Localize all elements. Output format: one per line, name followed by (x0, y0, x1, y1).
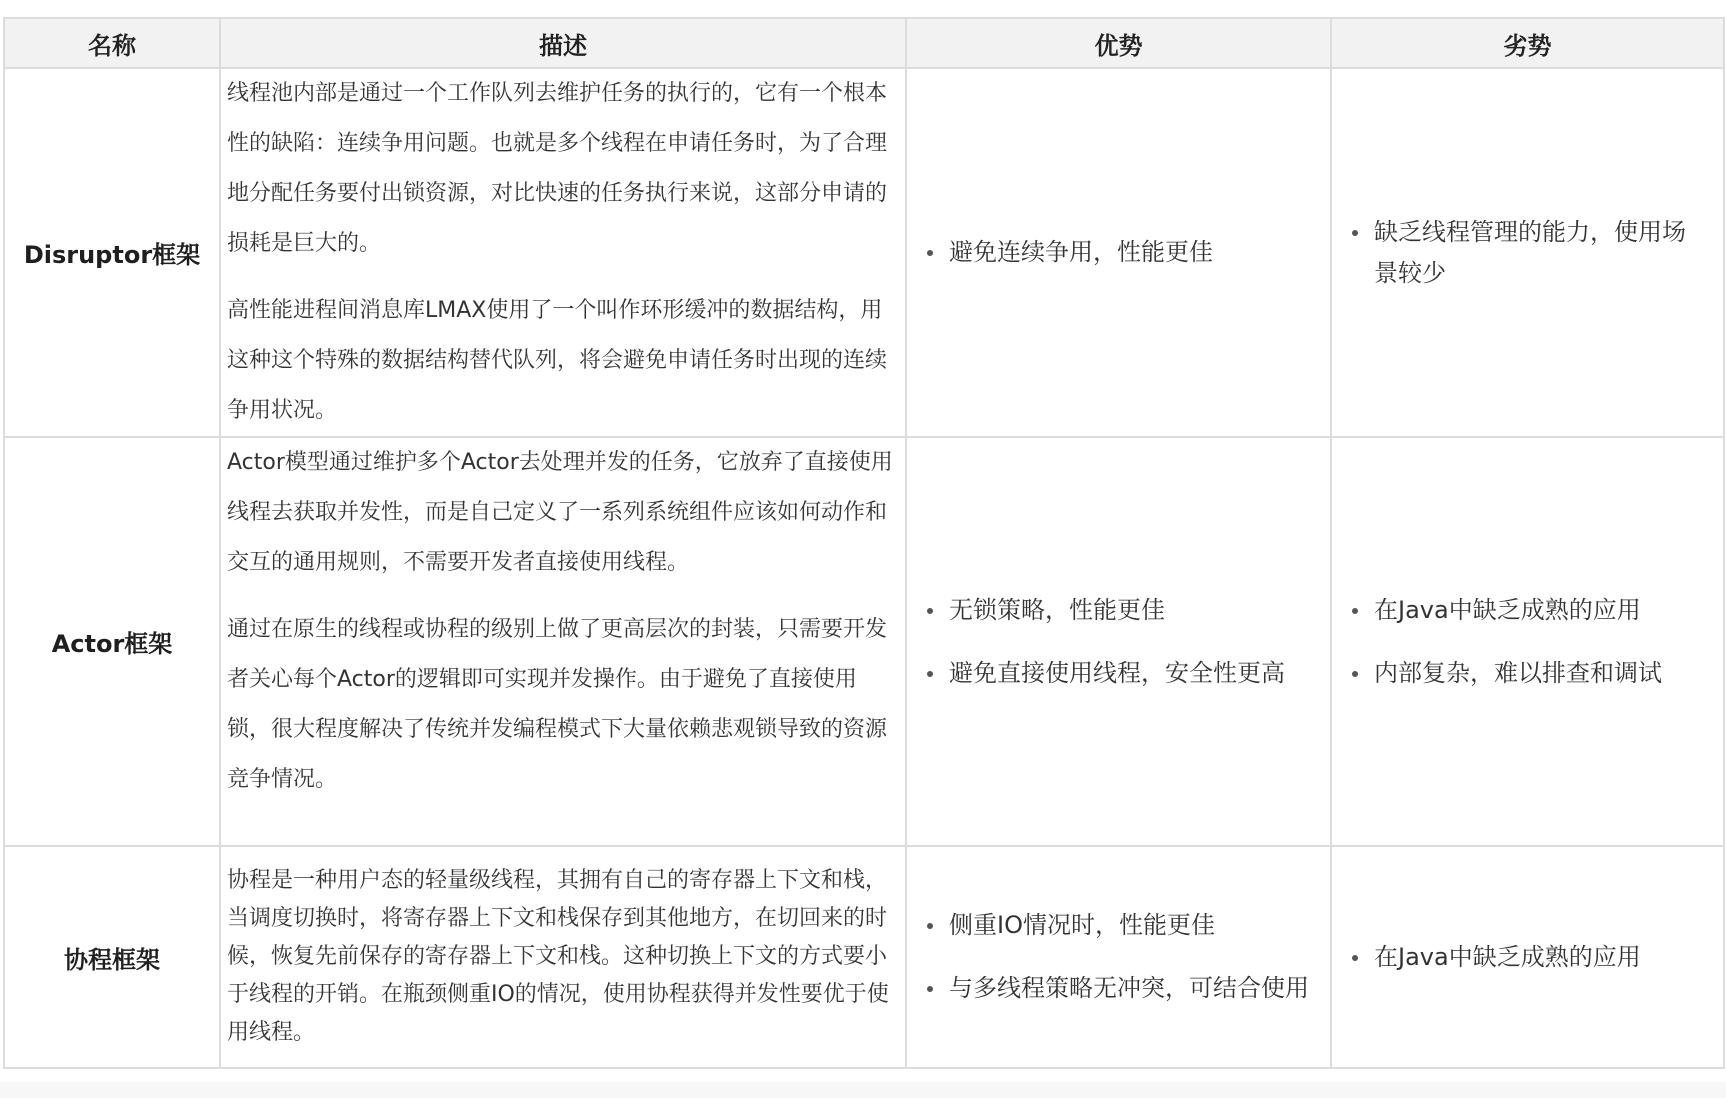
list-item: 侧重IO情况时，性能更佳 (925, 905, 1312, 946)
table-row (4, 68, 1724, 437)
cell-name: Disruptor框架 (4, 68, 220, 437)
header-disadvantages: 劣势 (1331, 18, 1724, 68)
list-item: 与多线程策略无冲突，可结合使用 (925, 968, 1312, 1009)
disadvantages-list (1350, 937, 1705, 978)
cell-advantages (906, 437, 1331, 846)
table-body (4, 68, 1724, 1068)
framework-comparison-table (3, 17, 1725, 1069)
table-row (4, 846, 1724, 1068)
description-paragraph: 线程池内部是通过一个工作队列去维护任务的执行的，它有一个根本性的缺陷：连续争用问题。也就是多个线程在申请任务时，为了合理地分配任务要付出锁资源，对比快速的任务执行来说，这部分申请的损耗是巨大的。 (227, 81, 888, 256)
header-name: 名称 (4, 18, 220, 68)
cell-disadvantages (1331, 846, 1724, 1068)
list-item: 在Java中缺乏成熟的应用 (1350, 590, 1705, 631)
list-item: 内部复杂，难以排查和调试 (1350, 653, 1705, 694)
cell-name: Actor框架 (4, 437, 220, 846)
cell-description (220, 437, 906, 846)
advantages-list (925, 905, 1312, 1009)
cell-description (220, 846, 906, 1068)
cell-disadvantages (1331, 437, 1724, 846)
description-paragraph: Actor模型通过维护多个Actor去处理并发的任务，它放弃了直接使用线程去获取并发性，而是自己定义了一系列系统组件应该如何动作和交互的通用规则，不需要开发者直接使用线程。 (227, 450, 893, 575)
comparison-table-container (3, 17, 1723, 1069)
cell-description (220, 68, 906, 437)
header-row (4, 18, 1724, 68)
list-item: 缺乏线程管理的能力，使用场景较少 (1350, 212, 1705, 294)
disadvantages-list (1350, 212, 1705, 294)
list-item: 避免直接使用线程，安全性更高 (925, 653, 1312, 694)
cell-disadvantages (1331, 68, 1724, 437)
description-paragraph: 高性能进程间消息库LMAX使用了一个叫作环形缓冲的数据结构，用这种这个特殊的数据结构替代队列，将会避免申请任务时出现的连续争用状况。 (227, 298, 888, 423)
cell-name: 协程框架 (4, 846, 220, 1068)
cell-advantages (906, 68, 1331, 437)
description-paragraph: 协程是一种用户态的轻量级线程，其拥有自己的寄存器上下文和栈，当调度切换时，将寄存器上下文和栈保存到其他地方，在切回来的时候，恢复先前保存的寄存器上下文和栈。这种切换上下文的方式要小于线程的开销。在瓶颈侧重IO的情况，使用协程获得并发性要优于使用线程。 (227, 868, 889, 1045)
advantages-list (925, 232, 1312, 273)
list-item: 在Java中缺乏成熟的应用 (1350, 937, 1705, 978)
table-header (4, 18, 1724, 68)
list-item: 无锁策略，性能更佳 (925, 590, 1312, 631)
list-item: 避免连续争用，性能更佳 (925, 232, 1312, 273)
disadvantages-list (1350, 590, 1705, 694)
cell-advantages (906, 846, 1331, 1068)
bottom-scroll-area (0, 1082, 1726, 1098)
advantages-list (925, 590, 1312, 694)
description-paragraph: 通过在原生的线程或协程的级别上做了更高层次的封装，只需要开发者关心每个Actor的逻辑即可实现并发操作。由于避免了直接使用锁，很大程度解决了传统并发编程模式下大量依赖悲观锁导致的资源竞争情况。 (227, 617, 888, 792)
table-row (4, 437, 1724, 846)
header-advantages: 优势 (906, 18, 1331, 68)
header-description: 描述 (220, 18, 906, 68)
